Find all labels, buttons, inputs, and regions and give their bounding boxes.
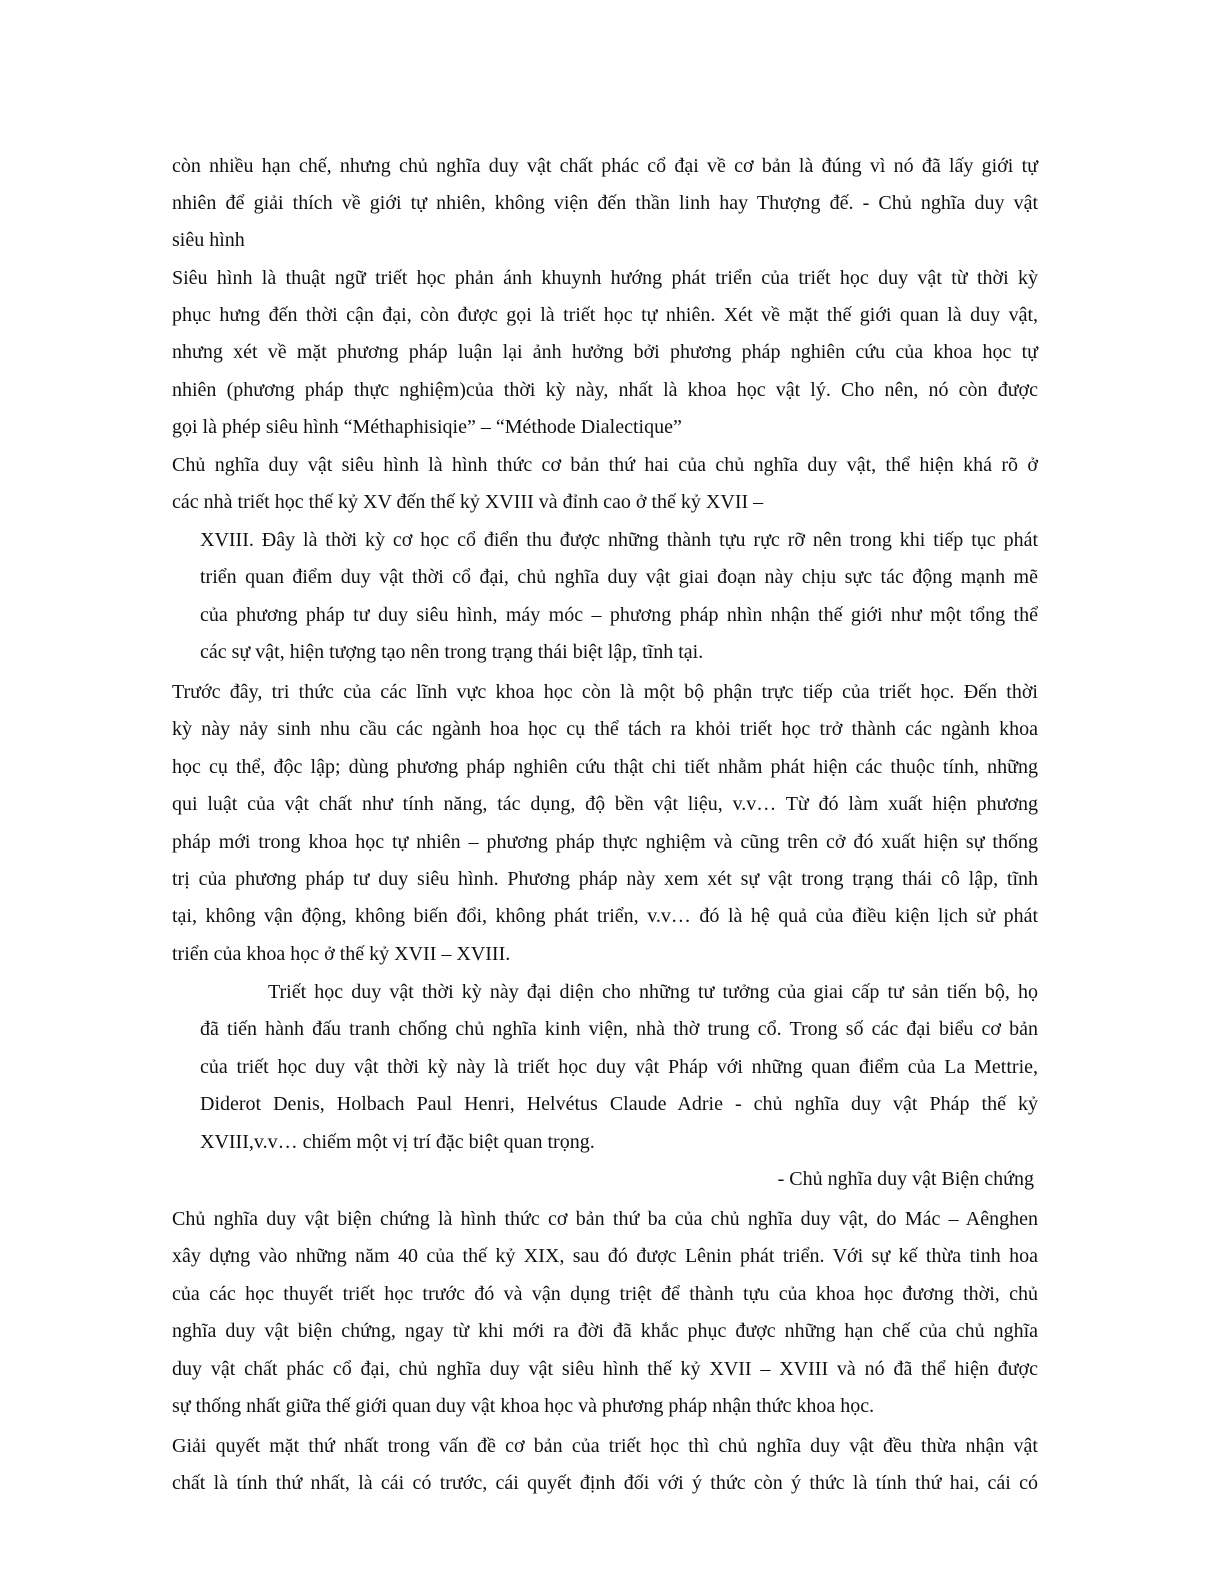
text-line: xây dựng vào những năm 40 của thế kỷ XIX, sau đó được Lênin phát triển. Với sự kế thừa tinh hoa (172, 1245, 1038, 1267)
text-line: duy vật chất phác cổ đại, chủ nghĩa duy vật siêu hình thế kỷ XVII – XVIII và nó đã thể hiện được (172, 1358, 1038, 1380)
text-line: Chủ nghĩa duy vật biện chứng là hình thức cơ bản thứ ba của chủ nghĩa duy vật, do Mác – Aênghen (172, 1208, 1038, 1230)
text-line: của các học thuyết triết học trước đó và vận dụng triệt để thành tựu của khoa học đương thời, chủ (172, 1283, 1038, 1305)
text-line: trị của phương pháp tư duy siêu hình. Phương pháp này xem xét sự vật trong trạng thái cô lập, tĩnh (172, 868, 1038, 890)
text-line: của phương pháp tư duy siêu hình, máy móc – phương pháp nhìn nhận thế giới như một tổng thể (200, 604, 1038, 626)
text-line: học cụ thể, độc lập; dùng phương pháp nghiên cứu thật chi tiết nhằm phát hiện các thuộc tính, những (172, 756, 1038, 778)
text-line: sự thống nhất giữa thế giới quan duy vật khoa học và phương pháp nhận thức khoa học. (172, 1395, 875, 1417)
text-line: triển của khoa học ở thế kỷ XVII – XVIII. (172, 943, 511, 965)
text-line: Diderot Denis, Holbach Paul Henri, Helvétus Claude Adrie - chủ nghĩa duy vật Pháp thế kỷ (200, 1093, 1038, 1115)
text-line: Giải quyết mặt thứ nhất trong vấn đề cơ bản của triết học thì chủ nghĩa duy vật đều thừa nhận vật (172, 1435, 1038, 1457)
text-line: của triết học duy vật thời kỳ này là triết học duy vật Pháp với những quan điểm của La Mettrie, (200, 1056, 1038, 1078)
text-line: còn nhiều hạn chế, nhưng chủ nghĩa duy vật chất phác cổ đại về cơ bản là đúng vì nó đã lấy giới tự (172, 155, 1038, 177)
text-line: nhiên (phương pháp thực nghiệm)của thời kỳ này, nhất là khoa học vật lý. Cho nên, nó còn được (172, 379, 1038, 401)
text-line: đã tiến hành đấu tranh chống chủ nghĩa kinh viện, nhà thờ trung cổ. Trong số các đại biểu cơ bản (200, 1018, 1038, 1040)
text-line: XVIII,v.v… chiếm một vị trí đặc biệt quan trọng. (200, 1131, 595, 1153)
text-line: siêu hình (172, 229, 245, 251)
text-line: các nhà triết học thế kỷ XV đến thế kỷ XVIII và đỉnh cao ở thế kỷ XVII – (172, 491, 764, 513)
text-line: Siêu hình là thuật ngữ triết học phản ánh khuynh hướng phát triển của triết học duy vật từ thời kỳ (172, 267, 1038, 289)
text-line: tại, không vận động, không biến đổi, không phát triển, v.v… đó là hệ quả của điều kiện lịch sử phát (172, 905, 1038, 927)
text-line: nghĩa duy vật biện chứng, ngay từ khi mới ra đời đã khắc phục được những hạn chế của chủ nghĩa (172, 1320, 1038, 1342)
text-line: nhưng xét về mặt phương pháp luận lại ảnh hưởng bởi phương pháp nghiên cứu của khoa học tự (172, 341, 1038, 363)
text-line: gọi là phép siêu hình “Méthaphisiqie” – “Méthode Dialectique” (172, 416, 682, 438)
text-line: kỳ này nảy sinh nhu cầu các ngành hoa học cụ thể tách ra khỏi triết học trở thành các ngành khoa (172, 718, 1038, 740)
text-line: Chủ nghĩa duy vật siêu hình là hình thức cơ bản thứ hai của chủ nghĩa duy vật, thể hiện khá rõ ở (172, 454, 1038, 476)
text-line: XVIII. Đây là thời kỳ cơ học cổ điển thu được những thành tựu rực rỡ nên trong khi tiếp tục phát (200, 529, 1038, 551)
text-line: Triết học duy vật thời kỳ này đại diện cho những tư tưởng của giai cấp tư sản tiến bộ, họ (268, 981, 1038, 1003)
text-line: Trước đây, tri thức của các lĩnh vực khoa học còn là một bộ phận trực tiếp của triết học. Đến thời (172, 681, 1038, 703)
text-line: qui luật của vật chất như tính năng, tác dụng, độ bền vật liệu, v.v… Từ đó làm xuất hiện phương (172, 793, 1038, 815)
text-line: chất là tính thứ nhất, là cái có trước, cái quyết định đối với ý thức còn ý thức là tính thứ hai, cái có (172, 1472, 1038, 1494)
section-heading: - Chủ nghĩa duy vật Biện chứng (777, 1168, 1034, 1190)
text-line: các sự vật, hiện tượng tạo nên trong trạng thái biệt lập, tĩnh tại. (200, 641, 704, 663)
text-line: nhiên để giải thích về giới tự nhiên, không viện đến thần linh hay Thượng đế. - Chủ nghĩa duy vật (172, 192, 1038, 214)
text-line: phục hưng đến thời cận đại, còn được gọi là triết học tự nhiên. Xét về mặt thế giới quan là duy vật, (172, 304, 1038, 326)
text-line: pháp mới trong khoa học tự nhiên – phương pháp thực nghiệm và cũng trên cở đó xuất hiện sự thống (172, 831, 1038, 853)
text-line: triển quan điểm duy vật thời cổ đại, chủ nghĩa duy vật giai đoạn này chịu sực tác động mạnh mẽ (200, 566, 1038, 588)
